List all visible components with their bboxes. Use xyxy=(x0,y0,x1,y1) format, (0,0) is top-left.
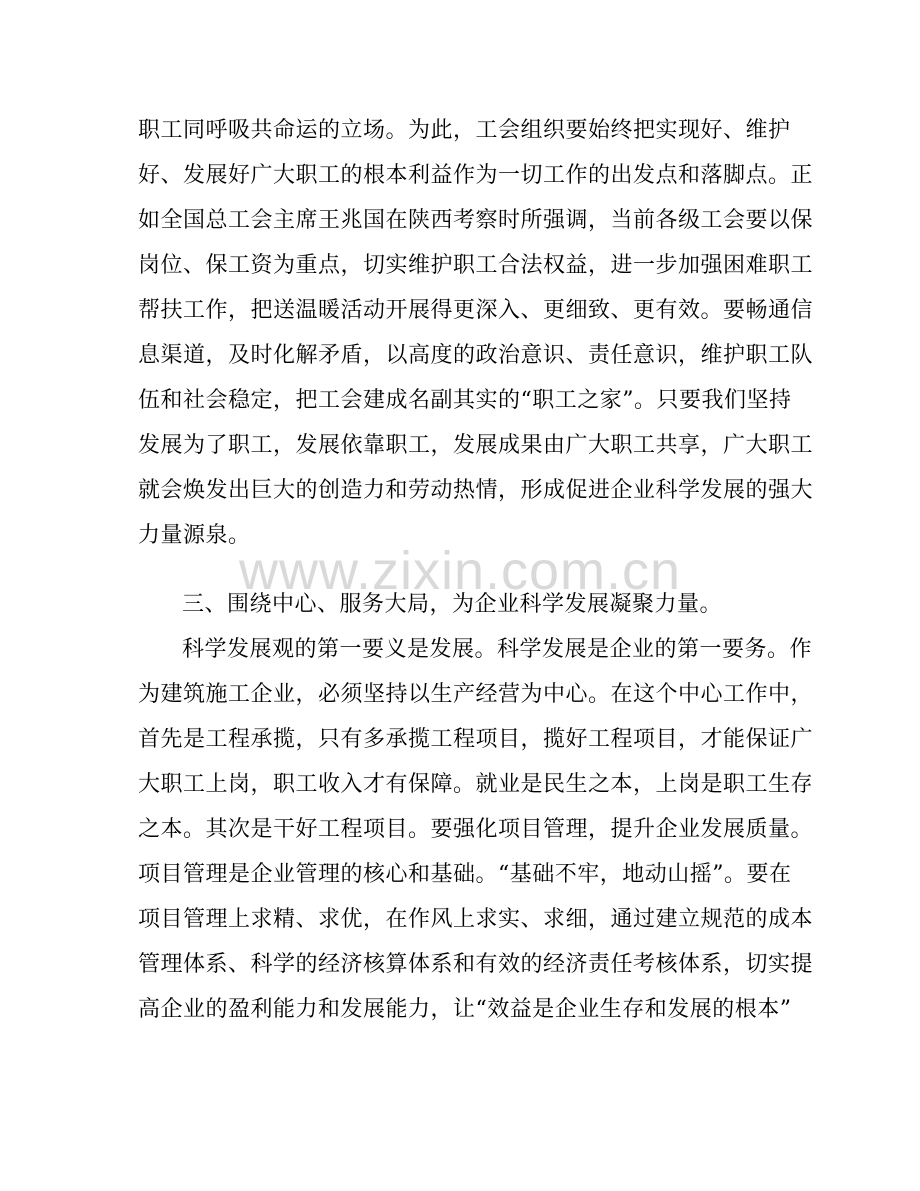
text-line: 好、发展好广大职工的根本利益作为一切工作的出发点和落脚点。正 xyxy=(138,163,814,188)
watermark: www.zixin.com.cn xyxy=(238,541,682,601)
text-line: 高企业的盈利能力和发展能力，让“效益是企业生存和发展的根本” xyxy=(138,997,792,1022)
text-line: 之本。其次是干好工程项目。要强化项目管理，提升企业发展质量。 xyxy=(138,817,814,842)
text-line: 职工同呼吸共命运的立场。为此，工会组织要始终把实现好、维护 xyxy=(138,118,791,143)
section-heading: 三、围绕中心、服务大局，为企业科学发展凝聚力量。 xyxy=(182,592,723,617)
text-line: 息渠道，及时化解矛盾，以高度的政治意识、责任意识，维护职工队 xyxy=(138,343,814,368)
text-line: 力量源泉。 xyxy=(138,523,251,548)
text-line: 项目管理上求精、求优，在作风上求实、求细，通过建立规范的成本 xyxy=(138,907,814,932)
text-line: 帮扶工作，把送温暖活动开展得更深入、更细致、更有效。要畅通信 xyxy=(138,298,814,323)
text-line: 管理体系、科学的经济核算体系和有效的经济责任考核体系，切实提 xyxy=(138,952,814,977)
text-line: 岗位、保工资为重点，切实维护职工合法权益，进一步加强困难职工 xyxy=(138,253,814,278)
text-line: 如全国总工会主席王兆国在陕西考察时所强调，当前各级工会要以保 xyxy=(138,208,814,233)
text-line: 项目管理是企业管理的核心和基础。“基础不牢，地动山摇”。要在 xyxy=(138,862,792,887)
text-line: 伍和社会稳定，把工会建成名副其实的“职工之家”。只要我们坚持 xyxy=(138,388,792,413)
text-line: 科学发展观的第一要义是发展。科学发展是企业的第一要务。作 xyxy=(182,637,813,662)
text-line: 就会焕发出巨大的创造力和劳动热情，形成促进企业科学发展的强大 xyxy=(138,478,814,503)
text-line: 发展为了职工，发展依靠职工，发展成果由广大职工共享，广大职工 xyxy=(138,433,814,458)
text-line: 大职工上岗，职工收入才有保障。就业是民生之本，上岗是职工生存 xyxy=(138,772,814,797)
text-line: 首先是工程承揽，只有多承揽工程项目，揽好工程项目，才能保证广 xyxy=(138,727,814,752)
text-line: 为建筑施工企业，必须坚持以生产经营为中心。在这个中心工作中， xyxy=(138,682,814,707)
